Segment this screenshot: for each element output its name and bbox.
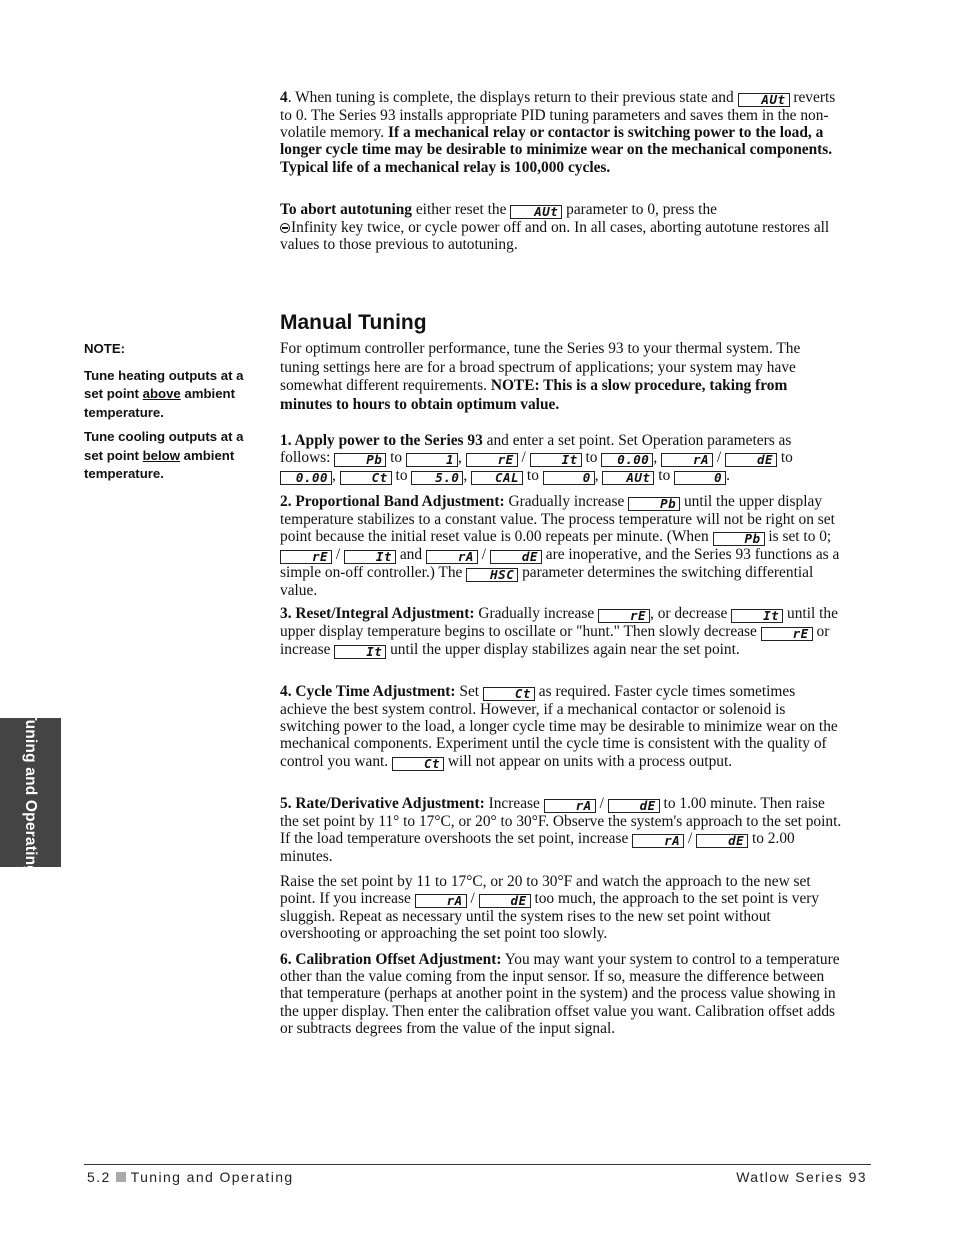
raise-paragraph: Raise the set point by 11 to 17°C, or 20 to 30°F and watch the approach to the new set point. If you increase rA / dE too much, the approach to the set point is very sluggish. Repeat as necessary until the system rises to the new set point without overshooting or approaching the set point too slowly. [280,873,820,943]
param-it: It [334,645,386,659]
value-lcd: 0.00 [601,453,653,467]
value-lcd: 1 [406,453,458,467]
footer-left [87,1169,294,1185]
note-sidebar [84,340,256,484]
footer-product: Watlow Series 93 [736,1169,867,1185]
param-re: rE [280,550,332,564]
note-heating: Tune heating outputs at a set point above ambient temperature. [84,367,244,420]
square-bullet-icon [116,1172,126,1182]
value-lcd: 0 [543,471,595,485]
param-ra: rA [661,453,713,467]
param-ra: rA [426,550,478,564]
footer-section: Tuning and Operating [130,1169,294,1185]
param-pb: Pb [713,532,765,546]
footer-rule [84,1164,871,1165]
step-5: 5. Rate/Derivative Adjustment: Increase rA / dE to 1.00 minute. Then raise the set point by 11° to 17°C, or 20° to 30°F. Observe the system's approach to the set point. If the load temperature overshoots the set point, increase rA / dE to 2.00 minutes. [280,795,842,866]
value-lcd: 0 [674,471,726,485]
param-ct: Ct [392,757,444,771]
intro-paragraph: For optimum controller performance, tune the Series 93 to your thermal system. The tuning settings here are for a broad spectrum of applications; your system may have somewhat different requirements. NOTE: This is a slow procedure, taking from minutes to hours to obtain optimum value. [280,340,801,413]
param-re: rE [466,453,518,467]
param-de: dE [725,453,777,467]
step-3: 3. Reset/Integral Adjustment: Gradually increase rE , or decrease It until the upper display temperature begins to oscillate or "hunt." Then slowly decrease rE or increase It until the upper display stabilizes again near the set point. [280,605,838,659]
param-it: It [731,609,783,623]
section-heading: Manual Tuning [280,311,427,334]
step-1: 1. Apply power to the Series 93 and enter a set point. Set Operation parameters as follows: Pb to 1 , rE / It to 0.00 , rA / dE to 0.00 , Ct to 5.0 , CAL to 0 , AUt to 0 . [280,432,793,486]
param-ra: rA [632,834,684,848]
note-cooling: Tune cooling outputs at a set point below ambient temperature. [84,429,244,481]
page-number: 5.2 [87,1169,111,1185]
abort-paragraph: To abort autotuning either reset the AUt parameter to 0, press the Infinity key twice, or cycle power off and on. In all cases, aborting autotune restores all values to those previous to autotuning. [280,201,830,254]
value-lcd: 5.0 [411,471,463,485]
infinity-key-icon [280,223,290,233]
param-ct: Ct [340,471,392,485]
step-2: 2. Proportional Band Adjustment: Gradually increase Pb until the upper display temperature stabilizes to a constant value. The process temperature will not be right on set point because the initial reset value is 0.00 repeats per minute. (When Pb is set to 0; rE / It and rA / dE are inoperative, and the Series 93 functions as a simple on-off controller.) The HSC parameter determines the switching differential value. [280,493,840,600]
side-tab-label: Tuning and Operating [22,711,39,875]
param-re: rE [761,627,813,641]
param-de: dE [479,894,531,908]
param-aut: AUt [510,205,562,219]
param-ra: rA [415,894,467,908]
param-it: It [344,550,396,564]
value-lcd: 0.00 [280,471,332,485]
param-hsc: HSC [466,568,518,582]
side-tab [0,711,61,875]
step-4: 4. Cycle Time Adjustment: Set Ct as required. Faster cycle times sometimes achieve the best system control. However, if a mechanical contactor or solenoid is switching power to the load, a longer cycle time may be desirable to minimize wear on the mechanical components. Experiment until the cycle time is consistent with the quality of control you want. Ct will not appear on units with a process output. [280,683,838,771]
note-title: NOTE: [84,341,126,356]
param-aut: AUt [738,93,790,107]
param-cal: CAL [471,471,523,485]
step-number: 4 [280,89,288,106]
param-pb: Pb [628,497,680,511]
param-de: dE [608,799,660,813]
param-re: rE [598,609,650,623]
param-ct: Ct [483,687,535,701]
section-4: 4. When tuning is complete, the displays return to their previous state and AUt reverts to 0. The Series 93 installs appropriate PID tuning parameters and saves them in the non-volatile memory. If a mechanical relay or contactor is switching power to the load, a longer cycle time may be desirable to minimize wear on the mechanical components. Typical life of a mechanical relay is 100,000 cycles. [280,89,836,176]
param-ra: rA [544,799,596,813]
param-it: It [530,453,582,467]
param-aut: AUt [602,471,654,485]
step-6: 6. Calibration Offset Adjustment: You may want your system to control to a temperature other than the value coming from the input sensor. If so, measure the difference between that temperature (perhaps at another point in the system) and the process value showing in the upper display. Then enter the calibration offset value you want. Calibration offset adds or subtracts degrees from the value of the input signal. [280,951,840,1037]
param-de: dE [696,834,748,848]
param-pb: Pb [334,453,386,467]
param-de: dE [490,550,542,564]
